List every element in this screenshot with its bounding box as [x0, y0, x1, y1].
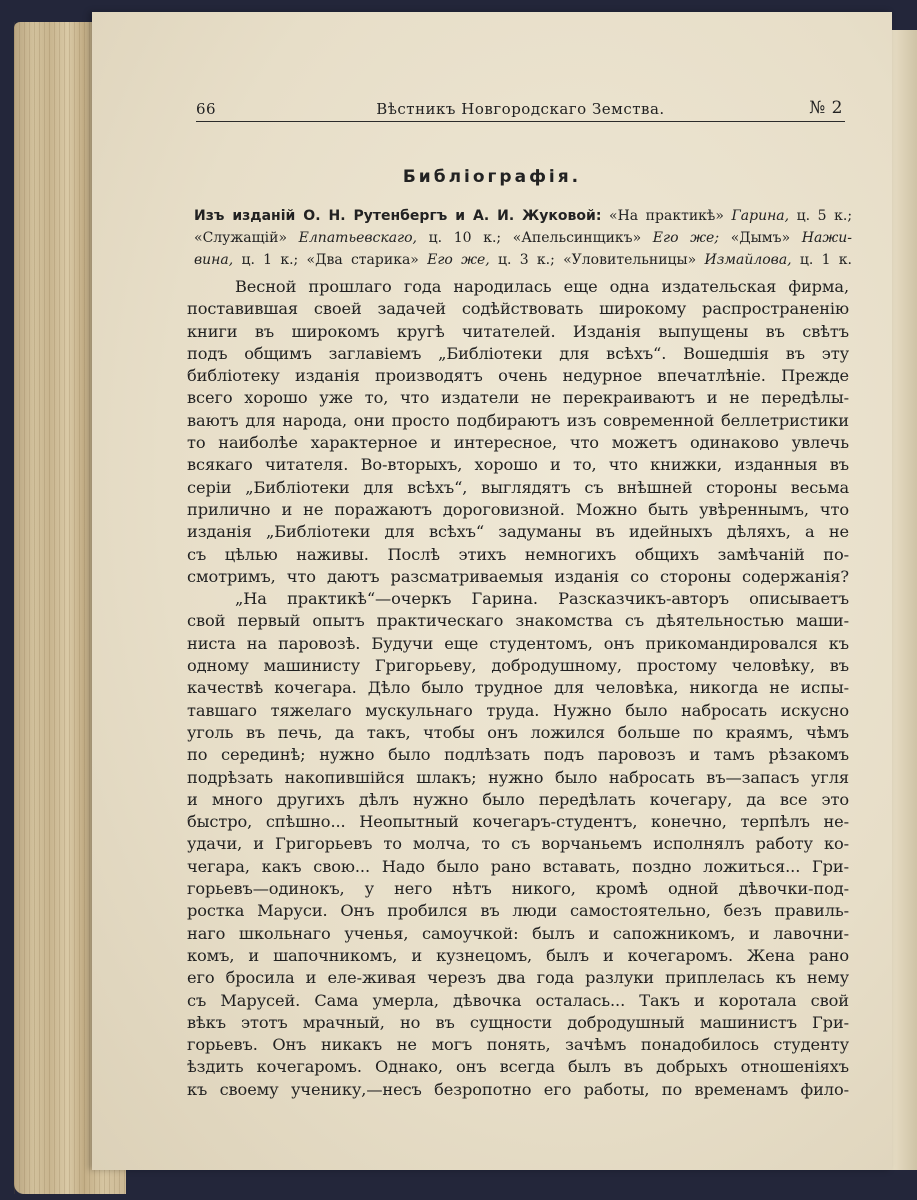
text-line: подъ общимъ заглавіемъ „Библіотеки для всѣхъ“. Вошедшія въ эту	[187, 343, 849, 363]
text-line: чегара, какъ свою... Надо было рано вставать, поздно ложиться... Гри-	[187, 856, 849, 876]
text-line: то наиболѣе характерное и интересное, что можетъ одинаково увлечь	[187, 433, 849, 453]
text-line: горьевъ—одинокъ, у него нѣтъ никого, кромѣ одной дѣвочки-под-	[187, 879, 849, 899]
text-line: къ своему ученику,—несъ безропотно его работы, по временамъ фило-	[187, 1079, 849, 1099]
text-line: уголь въ печь, да такъ, чтобы онъ ложился больше по краямъ, чѣмъ	[187, 722, 849, 742]
book-author: Измайлова,	[704, 252, 792, 268]
text-line: свой первый опытъ практическаго знакомства съ дѣятельностью маши-	[187, 611, 849, 631]
book-price: ц. 3 к.;	[498, 252, 555, 268]
book-price: ц. 1 к.;	[241, 252, 299, 268]
bibliography-line-2	[194, 227, 852, 249]
book-page	[92, 12, 892, 1170]
text-line: смотримъ, что даютъ разсматриваемыя изданія со стороны содержанія?	[187, 566, 849, 586]
text-line: удачи, и Григорьевъ то молча, то съ ворчаньемъ исполнялъ работу ко-	[187, 834, 849, 854]
bibliography-entry	[194, 205, 852, 271]
text-line: наго школьнаго ученья, самоучкой: былъ и сапожникомъ, и лавочни-	[187, 923, 849, 943]
text-line: книги въ широкомъ кругѣ читателей. Изданія выпущены въ свѣтъ	[187, 321, 849, 341]
text-line: всякаго читателя. Во-вторыхъ, хорошо и то, что книжки, изданныя въ	[187, 455, 849, 475]
text-line: и много другихъ дѣлъ нужно было передѣлать кочегару, да все это	[187, 789, 849, 809]
text-line: съ Марусей. Сама умерла, дѣвочка осталась... Такъ и коротала свой	[187, 990, 849, 1010]
book-title: «На практикѣ»	[609, 208, 724, 224]
text-line: всего хорошо уже то, что издатели не перекраиваютъ и не передѣлы-	[187, 388, 849, 408]
text-line: его бросила и еле-живая черезъ два года разлуки приплелась къ нему	[187, 968, 849, 988]
text-line: комъ, и шапочникомъ, и кузнецомъ, былъ и кочегаромъ. Жена рано	[187, 945, 849, 965]
text-line: серіи „Библіотеки для всѣхъ“, выглядятъ съ внѣшней стороны весьма	[187, 477, 849, 497]
book-title: «Уловительницы»	[563, 252, 697, 268]
text-line: по серединѣ; нужно было подлѣзать подъ паровозъ и тамъ рѣзакомъ	[187, 745, 849, 765]
book-author: Нажи-	[801, 230, 853, 246]
text-line: „На практикѣ“—очеркъ Гарина. Разсказчикъ-авторъ описываетъ	[235, 589, 849, 609]
book-author: Его же,	[427, 252, 490, 268]
book-author: Гарина,	[731, 208, 790, 224]
issue-number: № 2	[809, 98, 843, 118]
text-line: съ цѣлью наживы. Послѣ этихъ немногихъ общихъ замѣчаній по-	[187, 544, 849, 564]
running-title: Вѣстникъ Новгородскаго Земства.	[376, 100, 665, 118]
text-line: прилично и не поражаютъ дороговизной. Можно быть увѣреннымъ, что	[187, 499, 849, 519]
book-price: ц. 5 к.;	[796, 208, 853, 224]
text-line: качествѣ кочегара. Дѣло было трудное для человѣка, никогда не испы-	[187, 678, 849, 698]
book-title: «Служащій»	[194, 230, 288, 246]
text-line: ваютъ для народа, они просто подбираютъ изъ современной беллетристики	[187, 410, 849, 430]
book-author: вина,	[194, 252, 234, 268]
text-line: подрѣзать накопившійся шлакъ; нужно было набросать въ—запасъ угля	[187, 767, 849, 787]
book-title: «Два старика»	[306, 252, 419, 268]
bibliography-line-1	[194, 205, 852, 227]
book-author: Елпатьевскаго,	[298, 230, 418, 246]
section-title: Библіографія.	[402, 167, 582, 187]
text-line: быстро, спѣшно... Неопытный кочегаръ-студентъ, конечно, терпѣлъ не-	[187, 812, 849, 832]
text-line: библіотеку изданія производятъ очень недурное впечатлѣніе. Прежде	[187, 366, 849, 386]
publisher-name: Изъ изданій О. Н. Рутенбергъ и А. И. Жуковой:	[194, 208, 602, 224]
review-body	[187, 276, 849, 1101]
running-header	[196, 97, 845, 122]
text-line: тавшаго тяжелаго мускульнаго труда. Нужно было набросать искусно	[187, 700, 849, 720]
text-line: Весной прошлаго года народилась еще одна издательская фирма,	[235, 277, 849, 296]
text-line: ростка Маруси. Онъ пробился въ люди самостоятельно, безъ правиль-	[187, 901, 849, 921]
book-price: ц. 1 к.	[799, 252, 852, 268]
book-title: «Апельсинщикъ»	[512, 230, 642, 246]
text-line: поставившая своей задачей содѣйствовать широкому распространенію	[187, 299, 849, 319]
page-number: 66	[196, 100, 217, 118]
book-title: «Дымъ»	[730, 230, 791, 246]
book-price: ц. 10 к.;	[428, 230, 502, 246]
text-line: горьевъ. Онъ никакъ не могъ понять, зачѣмъ понадобилось студенту	[187, 1035, 849, 1055]
text-line: изданія „Библіотеки для всѣхъ“ задуманы въ идейныхъ дѣляхъ, а не	[187, 522, 849, 542]
book-author: Его же;	[652, 230, 720, 246]
text-line: ниста на паровозѣ. Будучи еще студентомъ, онъ прикомандировался къ	[187, 633, 849, 653]
bibliography-line-3	[194, 249, 852, 271]
text-line: ѣздить кочегаромъ. Однако, онъ всегда былъ въ добрыхъ отношеніяхъ	[187, 1057, 849, 1077]
text-line: вѣкъ этотъ мрачный, но въ сущности добродушный машинистъ Гри-	[187, 1012, 849, 1032]
text-line: одному машинисту Григорьеву, добродушному, простому человѣку, въ	[187, 656, 849, 676]
